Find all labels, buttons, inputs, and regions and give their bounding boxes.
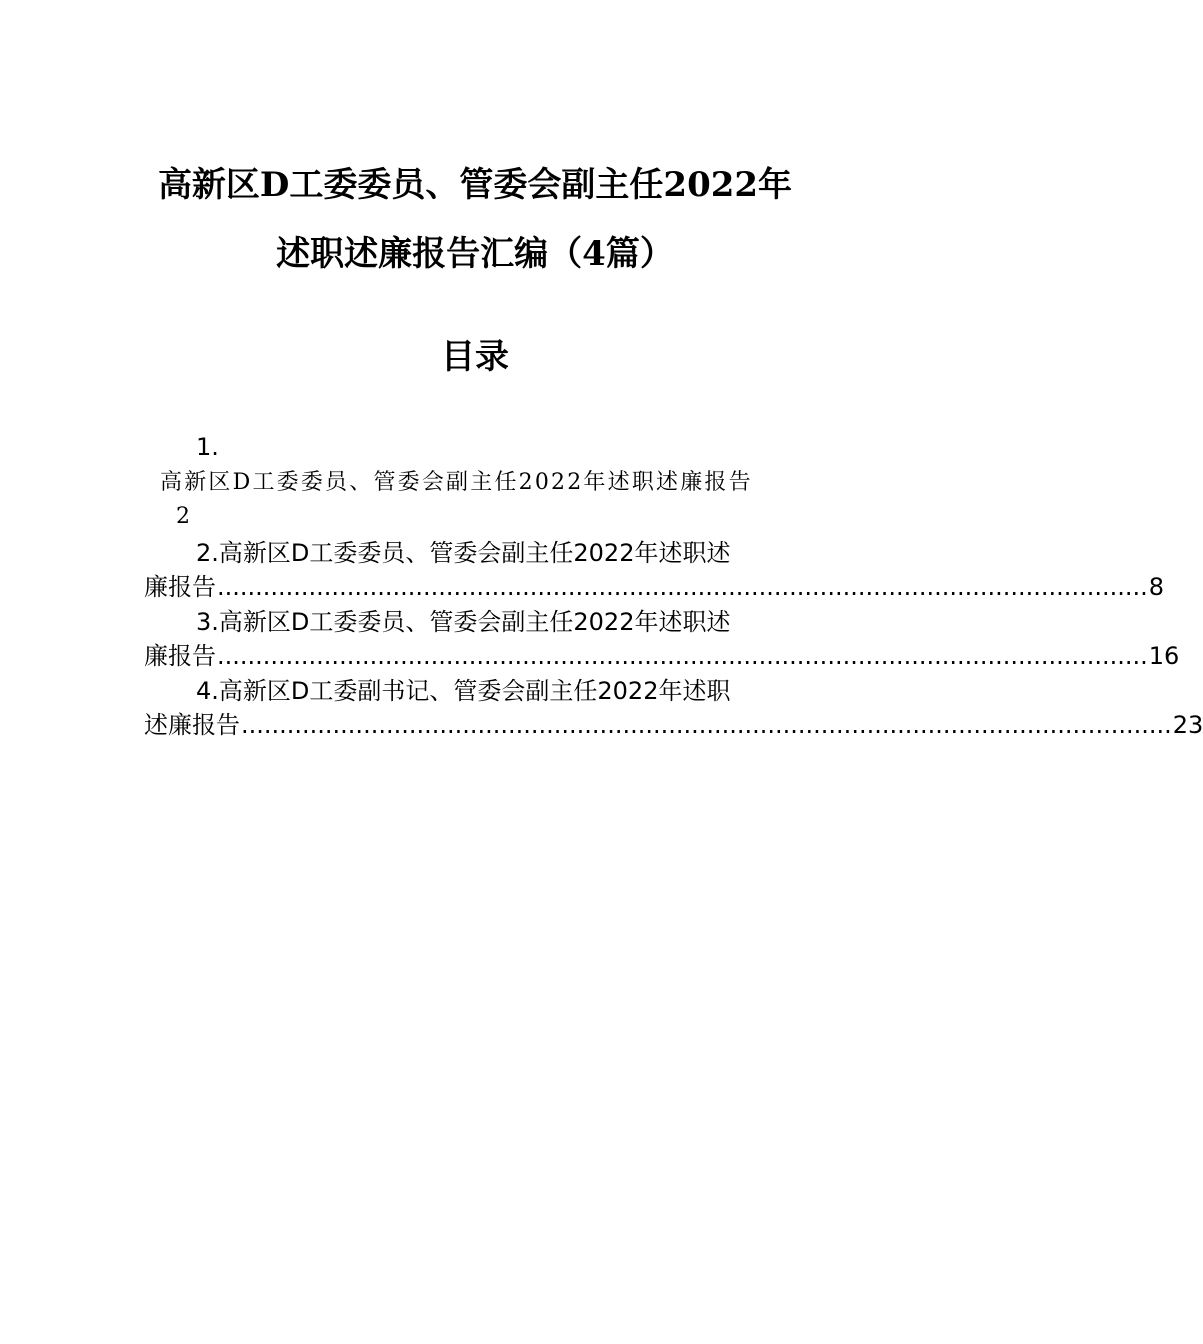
- toc-entry-title: 高新区D工委委员、管委会副主任2022年述职述廉报告: [160, 470, 753, 495]
- toc-entry-page: 16: [1148, 642, 1180, 670]
- toc-heading: 目录: [441, 337, 509, 377]
- dot-leader: ..........................................................................................................................: [217, 642, 1148, 670]
- toc-entry-title-line-2: 廉报告: [144, 642, 216, 670]
- toc-entry-title-line-1: 高新区D工委委员、管委会副主任2022年述职述: [218, 608, 731, 636]
- toc-entry-number: 1.: [196, 433, 219, 461]
- toc-entry-page: 8: [1148, 573, 1165, 601]
- toc-entry-number: 3.: [196, 608, 219, 636]
- dot-leader: ..........................................................................................................................: [217, 573, 1148, 601]
- toc-entry-number: 2.: [196, 539, 219, 567]
- document-title-line-2: 述职述廉报告汇编（4篇）: [276, 234, 674, 274]
- toc-entry-title-line-1: 高新区D工委委员、管委会副主任2022年述职述: [218, 539, 731, 567]
- toc-entry-number: 4.: [196, 677, 219, 705]
- toc-entry-page: 23: [1172, 711, 1203, 739]
- toc-entry-page: 2: [176, 504, 190, 529]
- toc-entry-3[interactable]: [144, 605, 1180, 673]
- dot-leader: ..........................................................................................................................: [241, 711, 1172, 739]
- toc-entry-title-line-1: 高新区D工委副书记、管委会副主任2022年述职: [218, 677, 731, 705]
- toc-entry-4[interactable]: [144, 674, 1203, 742]
- toc-entry-title-line-2: 述廉报告: [144, 711, 240, 739]
- document-title-line-1: 高新区D工委委员、管委会副主任2022年: [157, 165, 793, 205]
- toc-entry-2[interactable]: [144, 536, 1165, 604]
- toc-entry-title-line-2: 廉报告: [144, 573, 216, 601]
